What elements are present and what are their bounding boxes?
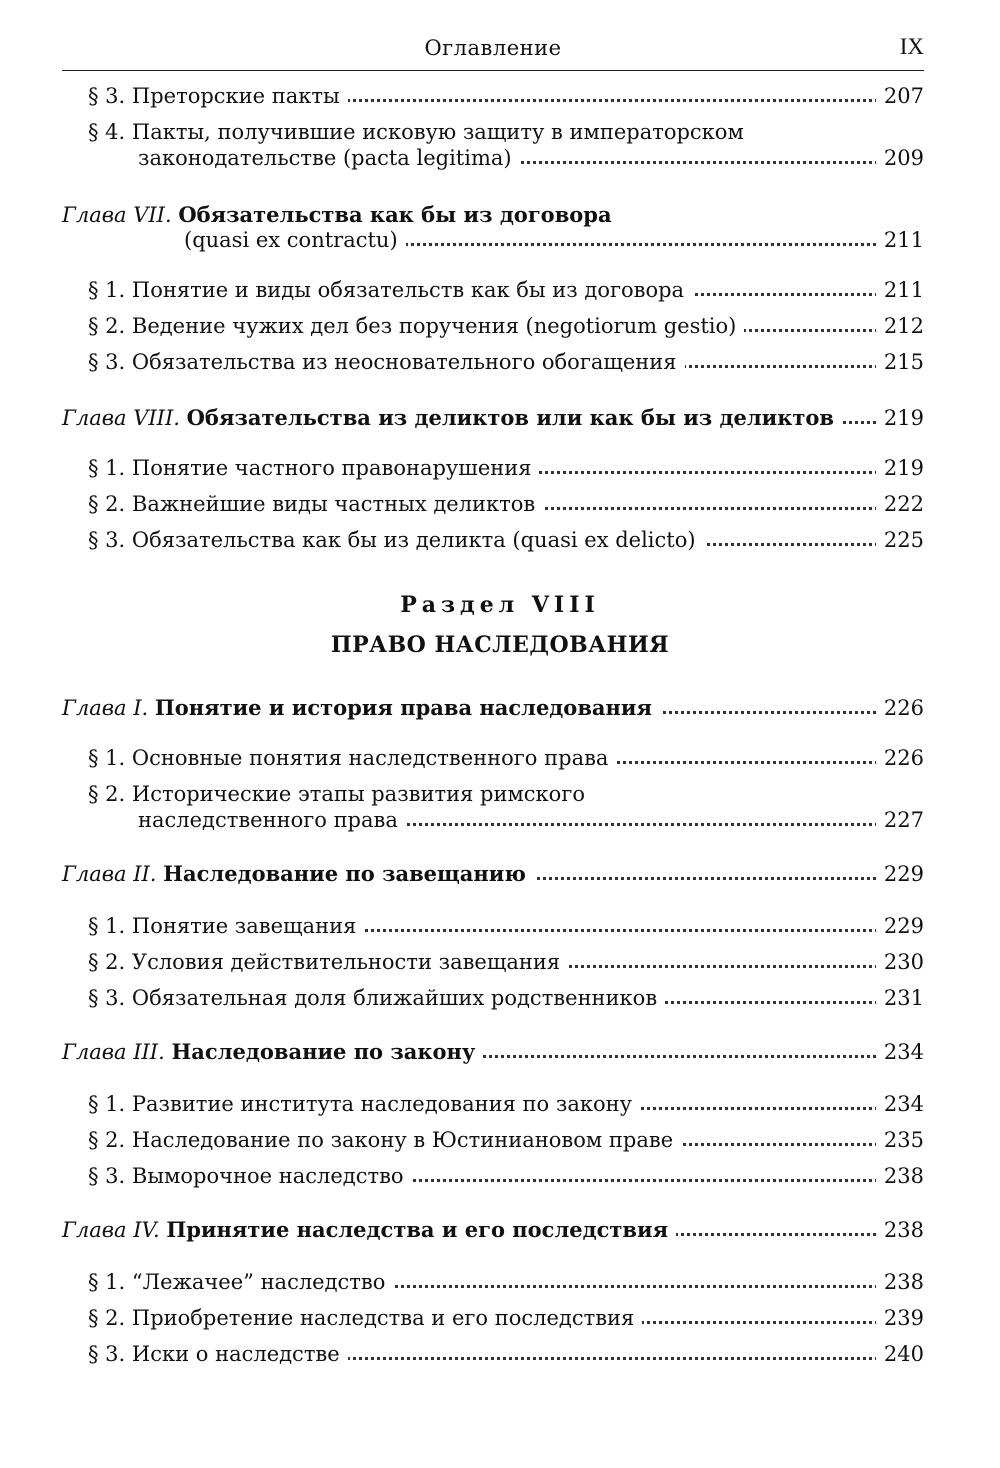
chapter-title: Принятие наследства и его последствия xyxy=(166,1217,669,1242)
folio-page-number: IX xyxy=(899,34,924,59)
chapter-label: Глава IV. xyxy=(62,1218,160,1242)
toc-entry[interactable]: наследственного права 227 xyxy=(138,808,924,832)
toc-entry[interactable]: § 3. Выморочное наследство 238 xyxy=(88,1164,924,1188)
toc-entry-line[interactable]: § 4. Пакты, получившие исковую защиту в императорском xyxy=(88,120,744,144)
toc-entry[interactable]: § 3. Обязательства как бы из деликта (quasi ex delicto) 225 xyxy=(88,528,924,552)
chapter-heading[interactable]: Глава I. Понятие и история права наследования 226 xyxy=(62,695,924,720)
toc-entry[interactable]: § 1. “Лежачее” наследство 238 xyxy=(88,1270,924,1294)
chapter-label: Глава III. xyxy=(62,1040,165,1064)
toc-entry[interactable]: § 2. Наследование по закону в Юстиниановом праве 235 xyxy=(88,1128,924,1152)
chapter-heading[interactable]: Глава IV. Принятие наследства и его последствия 238 xyxy=(62,1217,924,1242)
chapter-label: Глава I. xyxy=(62,696,149,720)
toc-entry[interactable]: § 1. Основные понятия наследственного права 226 xyxy=(88,746,924,770)
chapter-title: Обязательства из деликтов или как бы из деликтов xyxy=(186,405,835,430)
chapter-label: Глава II. xyxy=(62,862,157,886)
toc-entry[interactable]: § 3. Обязательства из неосновательного обогащения 215 xyxy=(88,350,924,374)
running-head xyxy=(62,30,924,71)
toc-entry[interactable]: § 2. Важнейшие виды частных деликтов 222 xyxy=(88,492,924,516)
toc-entry[interactable]: § 3. Обязательная доля ближайших родственников 231 xyxy=(88,986,924,1010)
toc-entry[interactable]: § 3. Преторские пакты 207 xyxy=(88,84,924,108)
toc-entry[interactable]: § 2. Ведение чужих дел без поручения (negotiorum gestio) 212 xyxy=(88,314,924,338)
toc-entry[interactable]: § 1. Понятие и виды обязательств как бы из договора 211 xyxy=(88,278,924,302)
toc-entry[interactable]: § 2. Условия действительности завещания 230 xyxy=(88,950,924,974)
chapter-heading[interactable]: Глава III. Наследование по закону 234 xyxy=(62,1039,924,1064)
toc-entry[interactable]: § 3. Иски о наследстве 240 xyxy=(88,1342,924,1366)
part-label: Раздел VIII xyxy=(400,592,600,618)
chapter-title: Понятие и история права наследования xyxy=(154,695,652,720)
toc-entry[interactable]: (quasi ex contractu) 211 xyxy=(184,228,924,252)
chapter-title: Обязательства как бы из договора xyxy=(178,202,612,227)
toc-entry[interactable]: § 1. Развитие института наследования по закону 234 xyxy=(88,1092,924,1116)
chapter-label: Глава VIII. xyxy=(62,406,180,430)
toc-entry[interactable]: законодательстве (pacta legitima) 209 xyxy=(138,146,924,170)
chapter-heading[interactable]: Глава II. Наследование по завещанию 229 xyxy=(62,861,924,886)
chapter-title: Наследование по закону xyxy=(171,1039,476,1064)
toc-entry-line[interactable]: § 2. Исторические этапы развития римского xyxy=(88,782,585,806)
chapter-label: Глава VII. xyxy=(62,203,172,227)
toc-entry[interactable]: § 2. Приобретение наследства и его последствия 239 xyxy=(88,1306,924,1330)
chapter-title: Наследование по завещанию xyxy=(163,861,526,886)
running-title: Оглавление xyxy=(424,36,562,60)
part-title: ПРАВО НАСЛЕДОВАНИЯ xyxy=(330,632,670,658)
toc-entry[interactable]: § 1. Понятие частного правонарушения 219 xyxy=(88,456,924,480)
chapter-heading[interactable]: Глава VIII. Обязательства из деликтов или как бы из деликтов 219 xyxy=(62,405,924,430)
toc-entry[interactable]: § 1. Понятие завещания 229 xyxy=(88,914,924,938)
